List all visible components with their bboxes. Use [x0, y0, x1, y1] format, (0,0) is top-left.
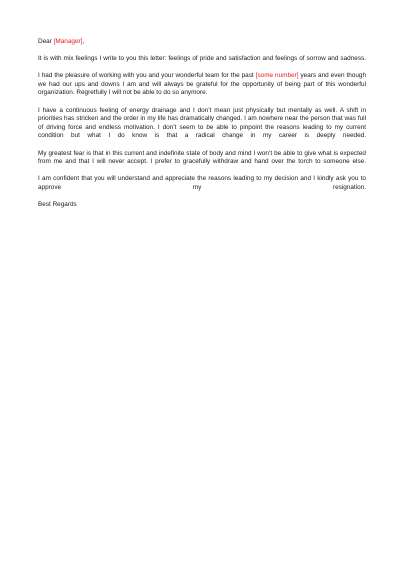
years-placeholder: [some number] — [255, 72, 299, 80]
paragraph-opening: It is with mix feelings I write to you this letter: feelings of pride and satisfaction and feelings of sorrow and sadness. — [38, 54, 366, 62]
paragraph-gratitude-after: years and even though we had our ups and downs I am and will always be grateful for the opportunity of being part of this wonderful organization. Regretfully I will not be able to do so anymore. — [38, 72, 367, 97]
manager-placeholder: [Manager] — [53, 38, 83, 45]
paragraph-gratitude — [38, 72, 366, 98]
salutation — [38, 38, 366, 47]
closing-signoff: Best Regards — [38, 201, 77, 209]
salutation-prefix: Dear — [38, 38, 54, 45]
letter-body — [38, 38, 366, 210]
salutation-suffix: , — [82, 38, 85, 45]
paragraph-reasons: I have a continuous feeling of energy drainage and I don’t mean just physically but mentally as well. A shift in priorities has stricken and the order in my life has dramatically changed. I am nowhere near the person that was full of driving force and endless motivation. I don’t seem to be able to pinpoint the reasons leading to my current condition but what I do know is that a radical change in my career is deeply needed. — [38, 106, 366, 140]
paragraph-gratitude-before: I had the pleasure of working with you and your wonderful team for the past — [38, 72, 256, 80]
paragraph-request: I am confident that you will understand and appreciate the reasons leading to my decision and I kindly ask you to approve my resignation. — [38, 175, 366, 191]
paragraph-fear: My greatest fear is that in this current and indefinite state of body and mind I won’t be able to give what is expected from me and that I will never accept. I prefer to gracefully withdraw and hand over the torch to someone else. — [38, 149, 366, 166]
